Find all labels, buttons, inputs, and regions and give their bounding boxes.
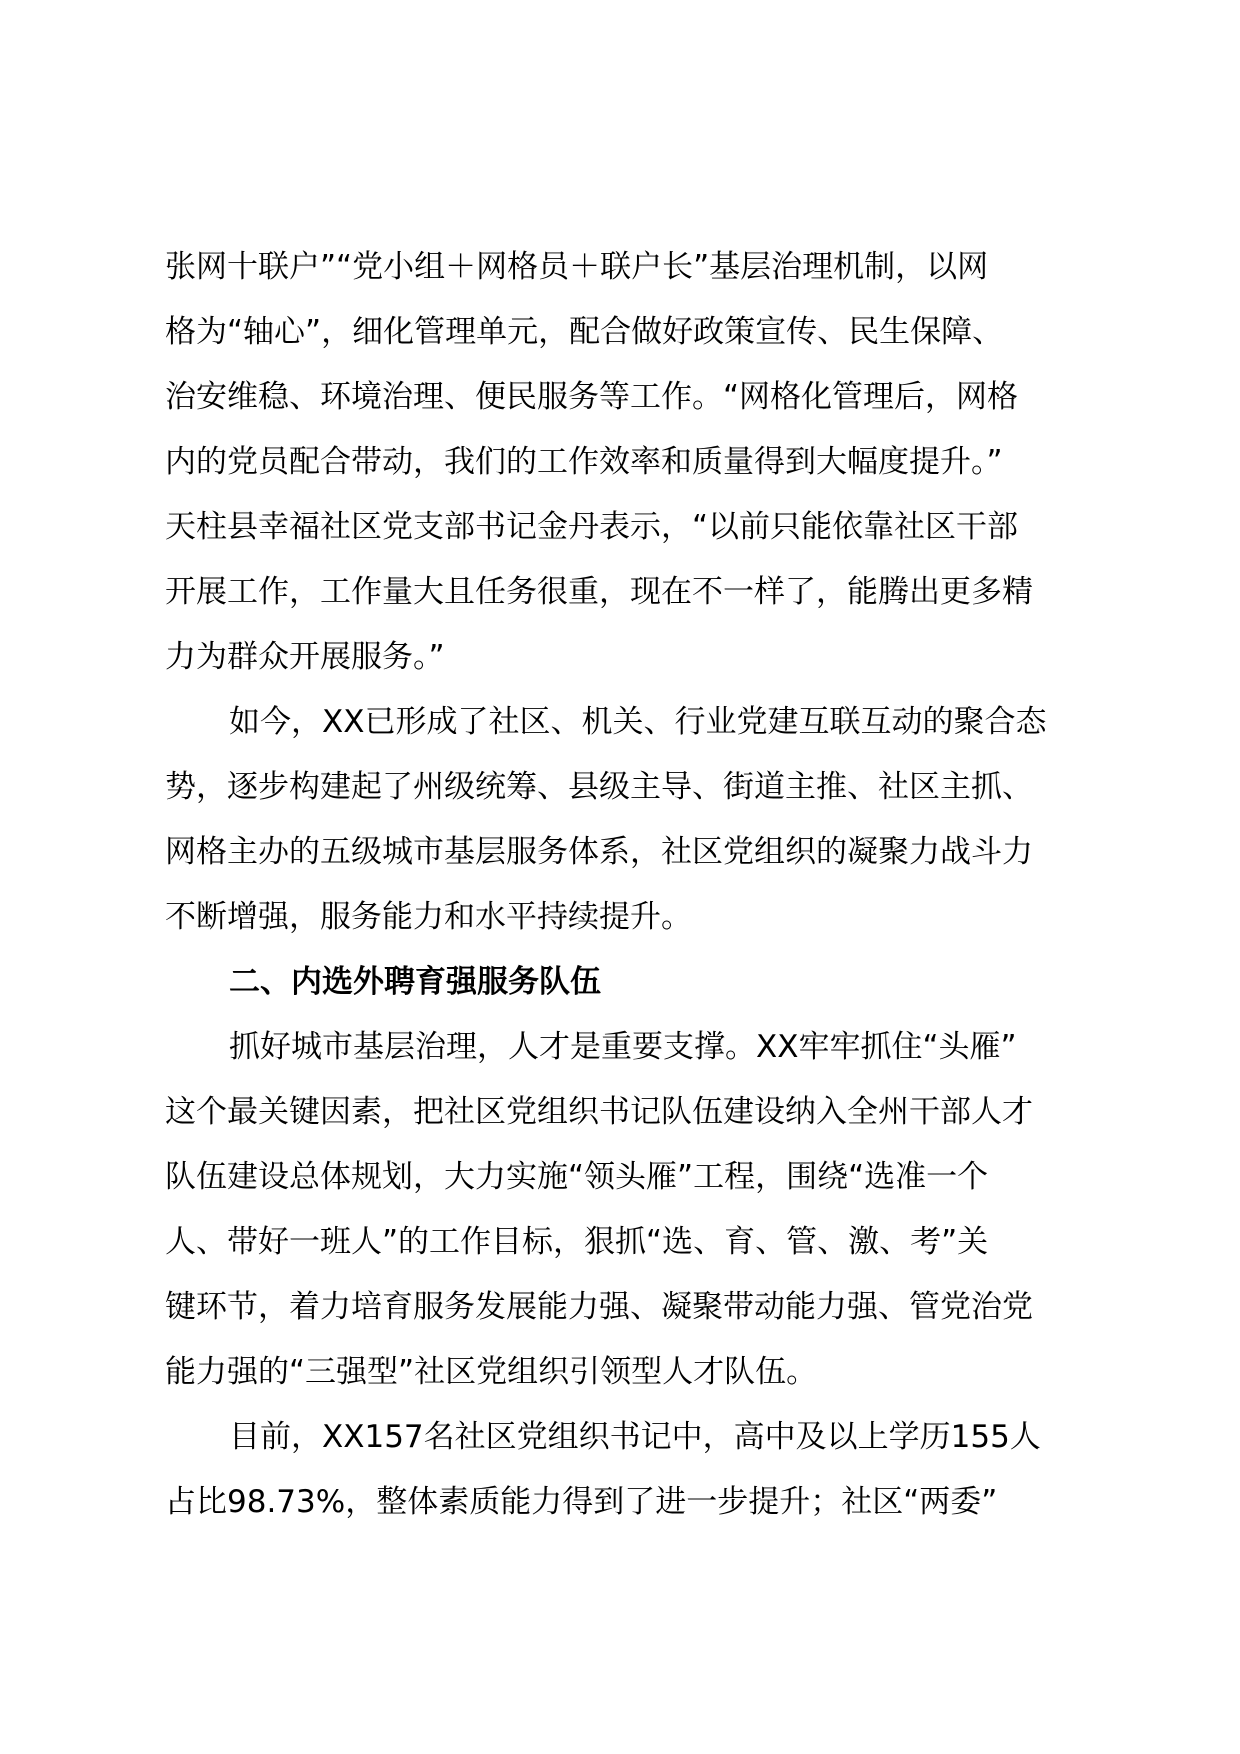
document-body xyxy=(165,235,1105,1535)
text-line: 人、带好一班人”的工作目标，狠抓“选、育、管、激、考”关 xyxy=(165,1224,989,1260)
text-line: 力为群众开展服务。” xyxy=(165,639,445,675)
text-line: 不断增强，服务能力和水平持续提升。 xyxy=(165,899,692,935)
text-line: 网格主办的五级城市基层服务体系，社区党组织的凝聚力战斗力 xyxy=(165,834,1033,870)
text-line: 天柱县幸福社区党支部书记金丹表示，“以前只能依靠社区干部 xyxy=(165,509,1019,545)
paragraph-first-line: 抓好城市基层治理，人才是重要支撑。XX牢牢抓住“头雁” xyxy=(229,1029,1017,1065)
text-line: 能力强的“三强型”社区党组织引领型人才队伍。 xyxy=(165,1354,818,1390)
text-line: 开展工作，工作量大且任务很重，现在不一样了，能腾出更多精 xyxy=(165,574,1033,610)
paragraph-first-line: 目前，XX157名社区党组织书记中，高中及以上学历155人 xyxy=(229,1419,1041,1455)
text-line: 治安维稳、环境治理、便民服务等工作。“网格化管理后，网格 xyxy=(165,379,1019,415)
text-line: 占比98.73%，整体素质能力得到了进一步提升；社区“两委” xyxy=(165,1484,998,1520)
text-line: 格为“轴心”，细化管理单元，配合做好政策宣传、民生保障、 xyxy=(165,314,1004,350)
text-line: 键环节，着力培育服务发展能力强、凝聚带动能力强、管党治党 xyxy=(165,1289,1033,1325)
section-heading: 二、内选外聘育强服务队伍 xyxy=(229,964,601,1000)
text-line: 内的党员配合带动，我们的工作效率和质量得到大幅度提升。” xyxy=(165,444,1003,480)
text-line: 张网十联户”“党小组＋网格员＋联户长”基层治理机制，以网 xyxy=(165,249,989,285)
text-line: 队伍建设总体规划，大力实施“领头雁”工程，围绕“选准一个 xyxy=(165,1159,989,1195)
text-line: 这个最关键因素，把社区党组织书记队伍建设纳入全州干部人才 xyxy=(165,1094,1033,1130)
paragraph-first-line: 如今，XX已形成了社区、机关、行业党建互联互动的聚合态 xyxy=(229,704,1047,740)
text-line: 势，逐步构建起了州级统筹、县级主导、街道主推、社区主抓、 xyxy=(165,769,1033,805)
